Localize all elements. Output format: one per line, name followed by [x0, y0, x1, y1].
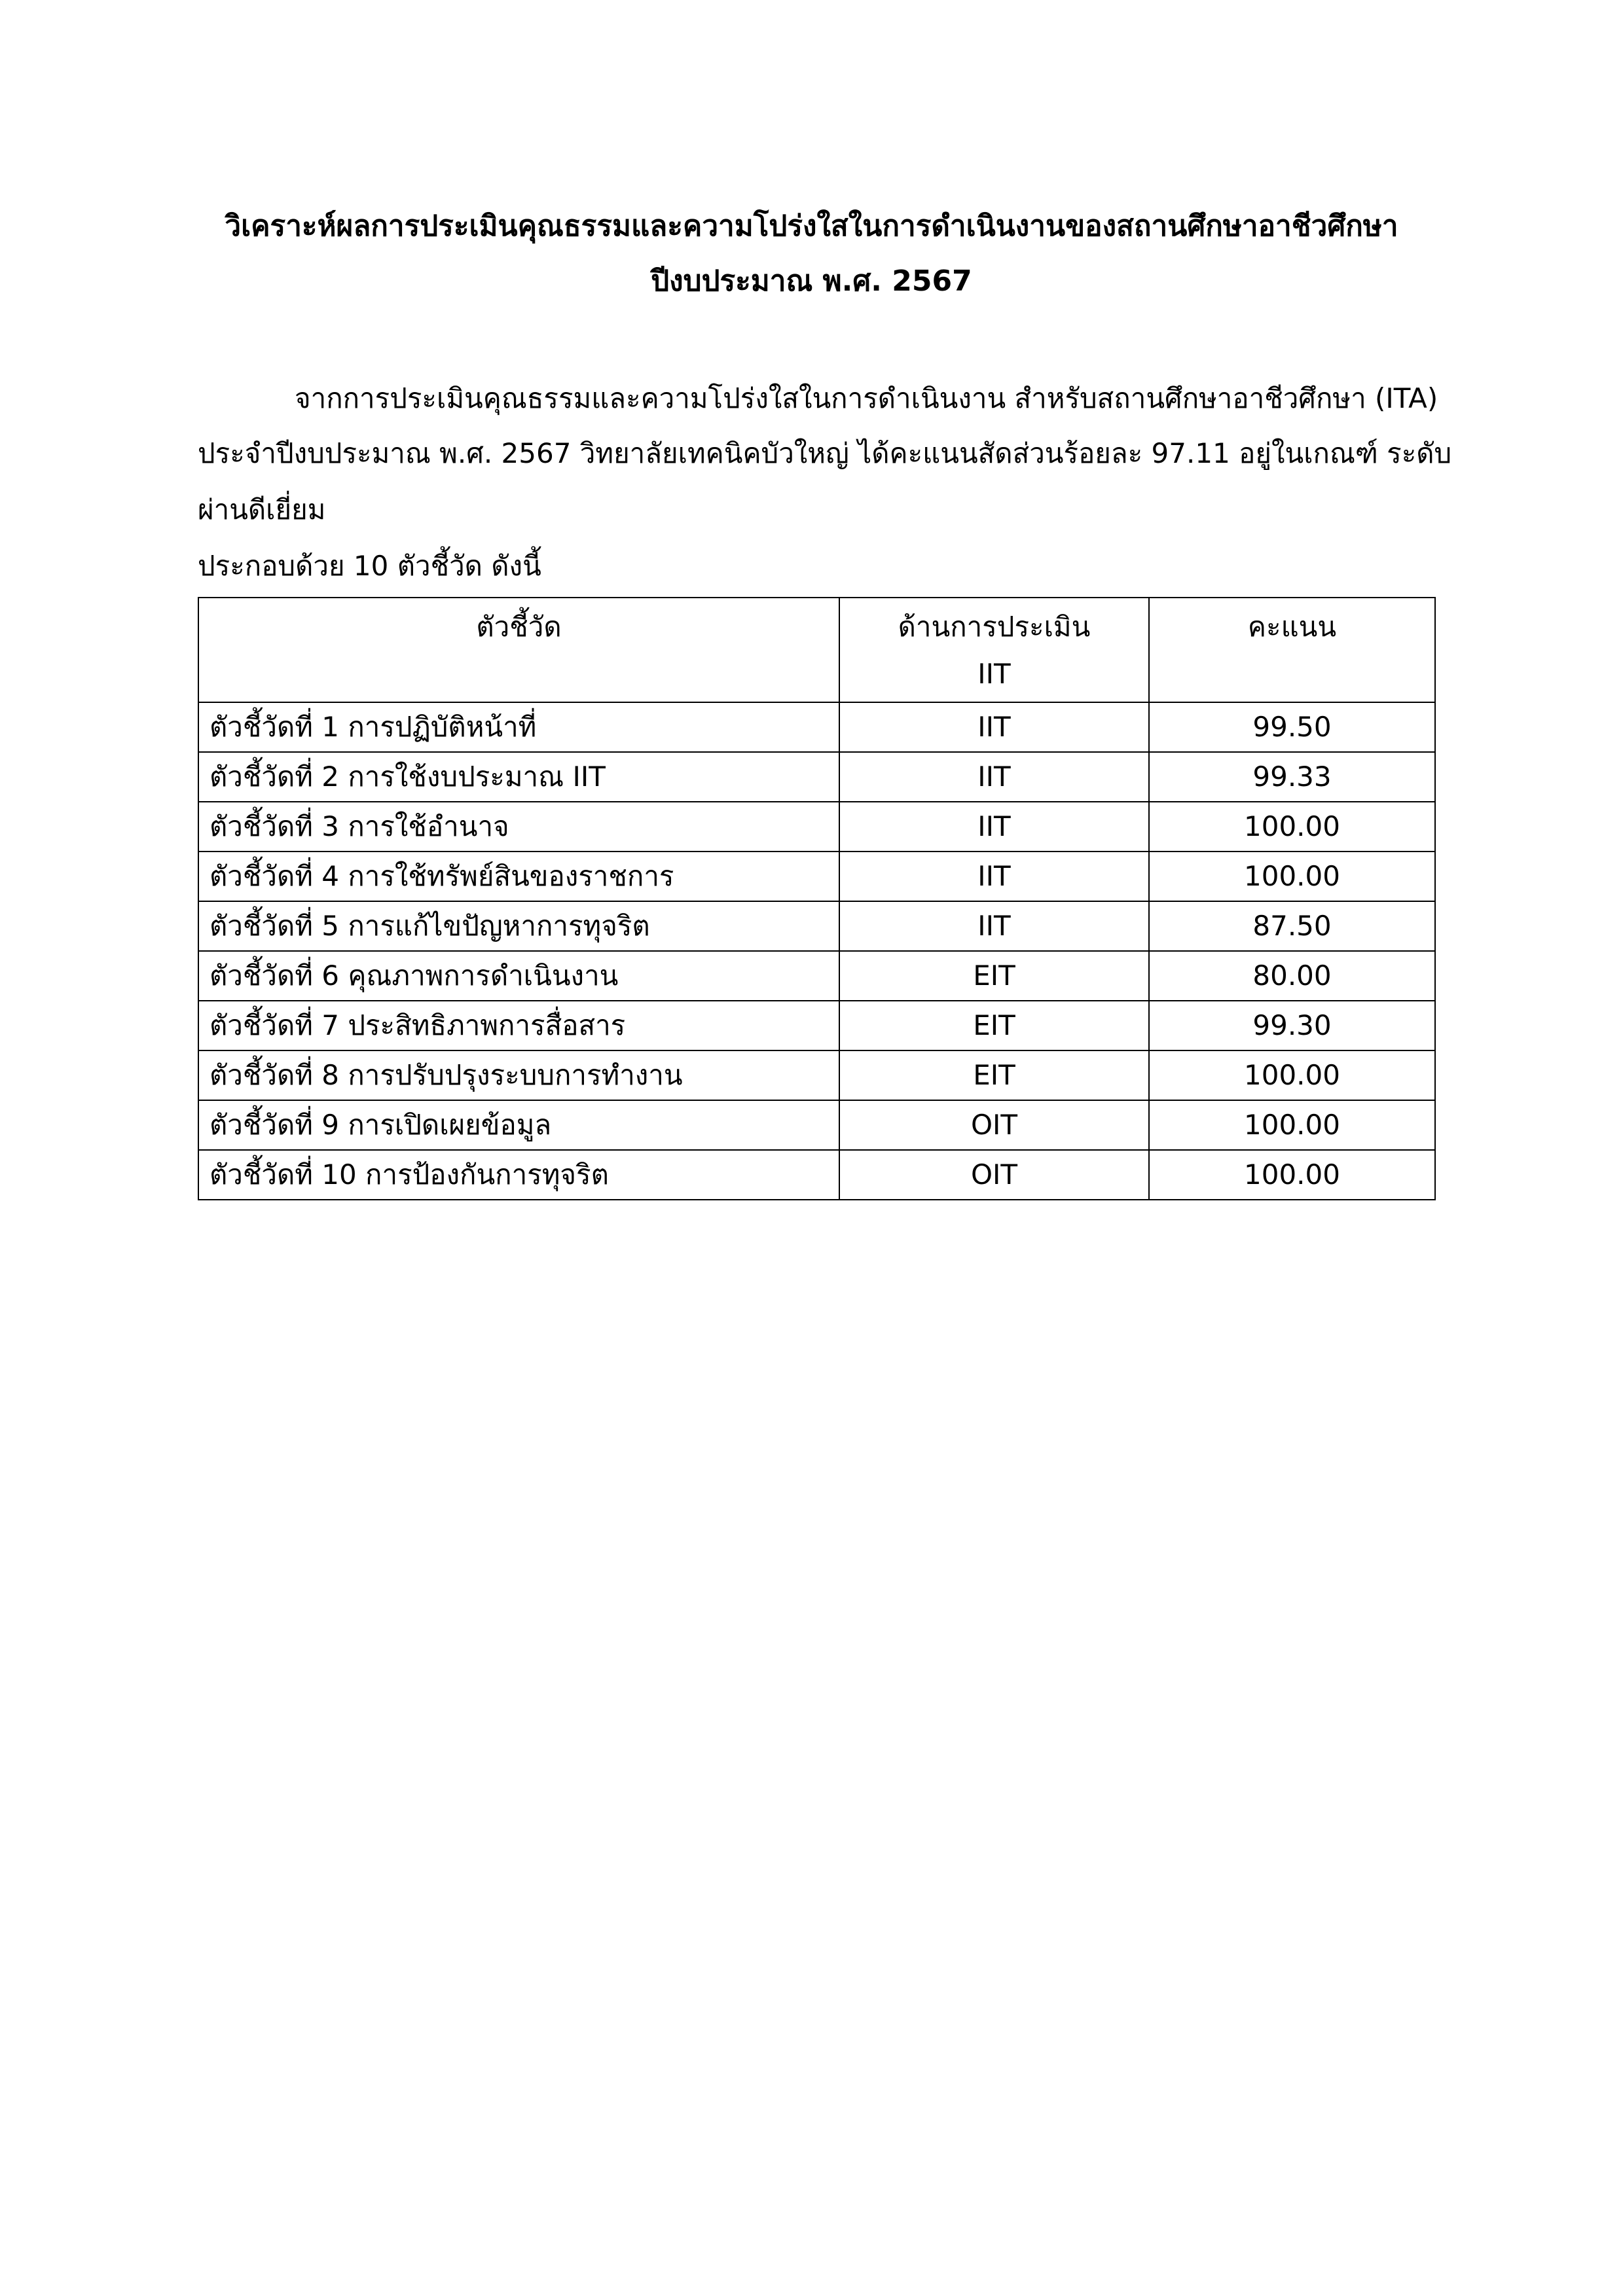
- assessment-cell: EIT: [839, 1050, 1149, 1100]
- table-row: [198, 1150, 1435, 1200]
- header-score-label: คะแนน: [1247, 611, 1337, 643]
- header-indicator-label: ตัวชี้วัด: [476, 611, 562, 643]
- indicator-intro-text: ประกอบด้วย 10 ตัวชี้วัด ดังนี้: [198, 550, 541, 582]
- summary-paragraph-line-1: จากการประเมินคุณธรรมและความโปร่งใสในการดำเนินงาน สำหรับสถานศึกษาอาชีวศึกษา (ITA): [295, 382, 1438, 414]
- score-cell: 100.00: [1149, 1150, 1435, 1200]
- header-assessment: [839, 598, 1149, 702]
- assessment-cell: EIT: [839, 1001, 1149, 1050]
- indicator-cell: ตัวชี้วัดที่ 8 การปรับปรุงระบบการทำงาน: [198, 1050, 839, 1100]
- table-row: [198, 1100, 1435, 1150]
- summary-paragraph-line-3: ผ่านดีเยี่ยม: [198, 493, 326, 526]
- score-cell: 99.50: [1149, 702, 1435, 752]
- header-assessment-sublabel: IIT: [977, 658, 1011, 690]
- table-row: [198, 901, 1435, 951]
- assessment-cell: IIT: [839, 802, 1149, 852]
- assessment-cell: OIT: [839, 1100, 1149, 1150]
- indicator-cell: ตัวชี้วัดที่ 3 การใช้อำนาจ: [198, 802, 839, 852]
- score-cell: 100.00: [1149, 852, 1435, 901]
- table-row: [198, 802, 1435, 852]
- score-cell: 99.33: [1149, 752, 1435, 802]
- score-cell: 87.50: [1149, 901, 1435, 951]
- assessment-cell: IIT: [839, 702, 1149, 752]
- score-cell: 100.00: [1149, 1100, 1435, 1150]
- assessment-cell: EIT: [839, 951, 1149, 1001]
- table-row: [198, 1001, 1435, 1050]
- table-header-row: [198, 598, 1435, 702]
- header-assessment-label: ด้านการประเมิน: [898, 611, 1091, 643]
- assessment-cell: IIT: [839, 752, 1149, 802]
- summary-paragraph-line-2: ประจำปีงบประมาณ พ.ศ. 2567 วิทยาลัยเทคนิคบัวใหญ่ ได้คะแนนสัดส่วนร้อยละ 97.11 อยู่ในเกณฑ์ ระดับ: [198, 437, 1452, 469]
- indicator-cell: ตัวชี้วัดที่ 6 คุณภาพการดำเนินงาน: [198, 951, 839, 1001]
- score-cell: 100.00: [1149, 1050, 1435, 1100]
- table-row: [198, 752, 1435, 802]
- indicator-cell: ตัวชี้วัดที่ 5 การแก้ไขปัญหาการทุจริต: [198, 901, 839, 951]
- table-row: [198, 1050, 1435, 1100]
- assessment-cell: IIT: [839, 852, 1149, 901]
- table-row: [198, 951, 1435, 1001]
- indicator-cell: ตัวชี้วัดที่ 9 การเปิดเผยข้อมูล: [198, 1100, 839, 1150]
- score-cell: 99.30: [1149, 1001, 1435, 1050]
- indicator-cell: ตัวชี้วัดที่ 10 การป้องกันการทุจริต: [198, 1150, 839, 1200]
- document-title-line-2: ปีงบประมาณ พ.ศ. 2567: [651, 264, 972, 298]
- document-title-line-1: วิเคราะห์ผลการประเมินคุณธรรมและความโปร่งใสในการดำเนินงานของสถานศึกษาอาชีวศึกษา: [225, 209, 1398, 243]
- indicator-cell: ตัวชี้วัดที่ 4 การใช้ทรัพย์สินของราชการ: [198, 852, 839, 901]
- header-score: [1149, 598, 1435, 702]
- table-row: [198, 702, 1435, 752]
- indicator-cell: ตัวชี้วัดที่ 2 การใช้งบประมาณ IIT: [198, 752, 839, 802]
- indicator-cell: ตัวชี้วัดที่ 7 ประสิทธิภาพการสื่อสาร: [198, 1001, 839, 1050]
- assessment-cell: IIT: [839, 901, 1149, 951]
- header-indicator: [198, 598, 839, 702]
- score-cell: 100.00: [1149, 802, 1435, 852]
- table-row: [198, 852, 1435, 901]
- score-cell: 80.00: [1149, 951, 1435, 1001]
- indicator-score-table: [198, 597, 1436, 1200]
- assessment-cell: OIT: [839, 1150, 1149, 1200]
- indicator-cell: ตัวชี้วัดที่ 1 การปฏิบัติหน้าที่: [198, 702, 839, 752]
